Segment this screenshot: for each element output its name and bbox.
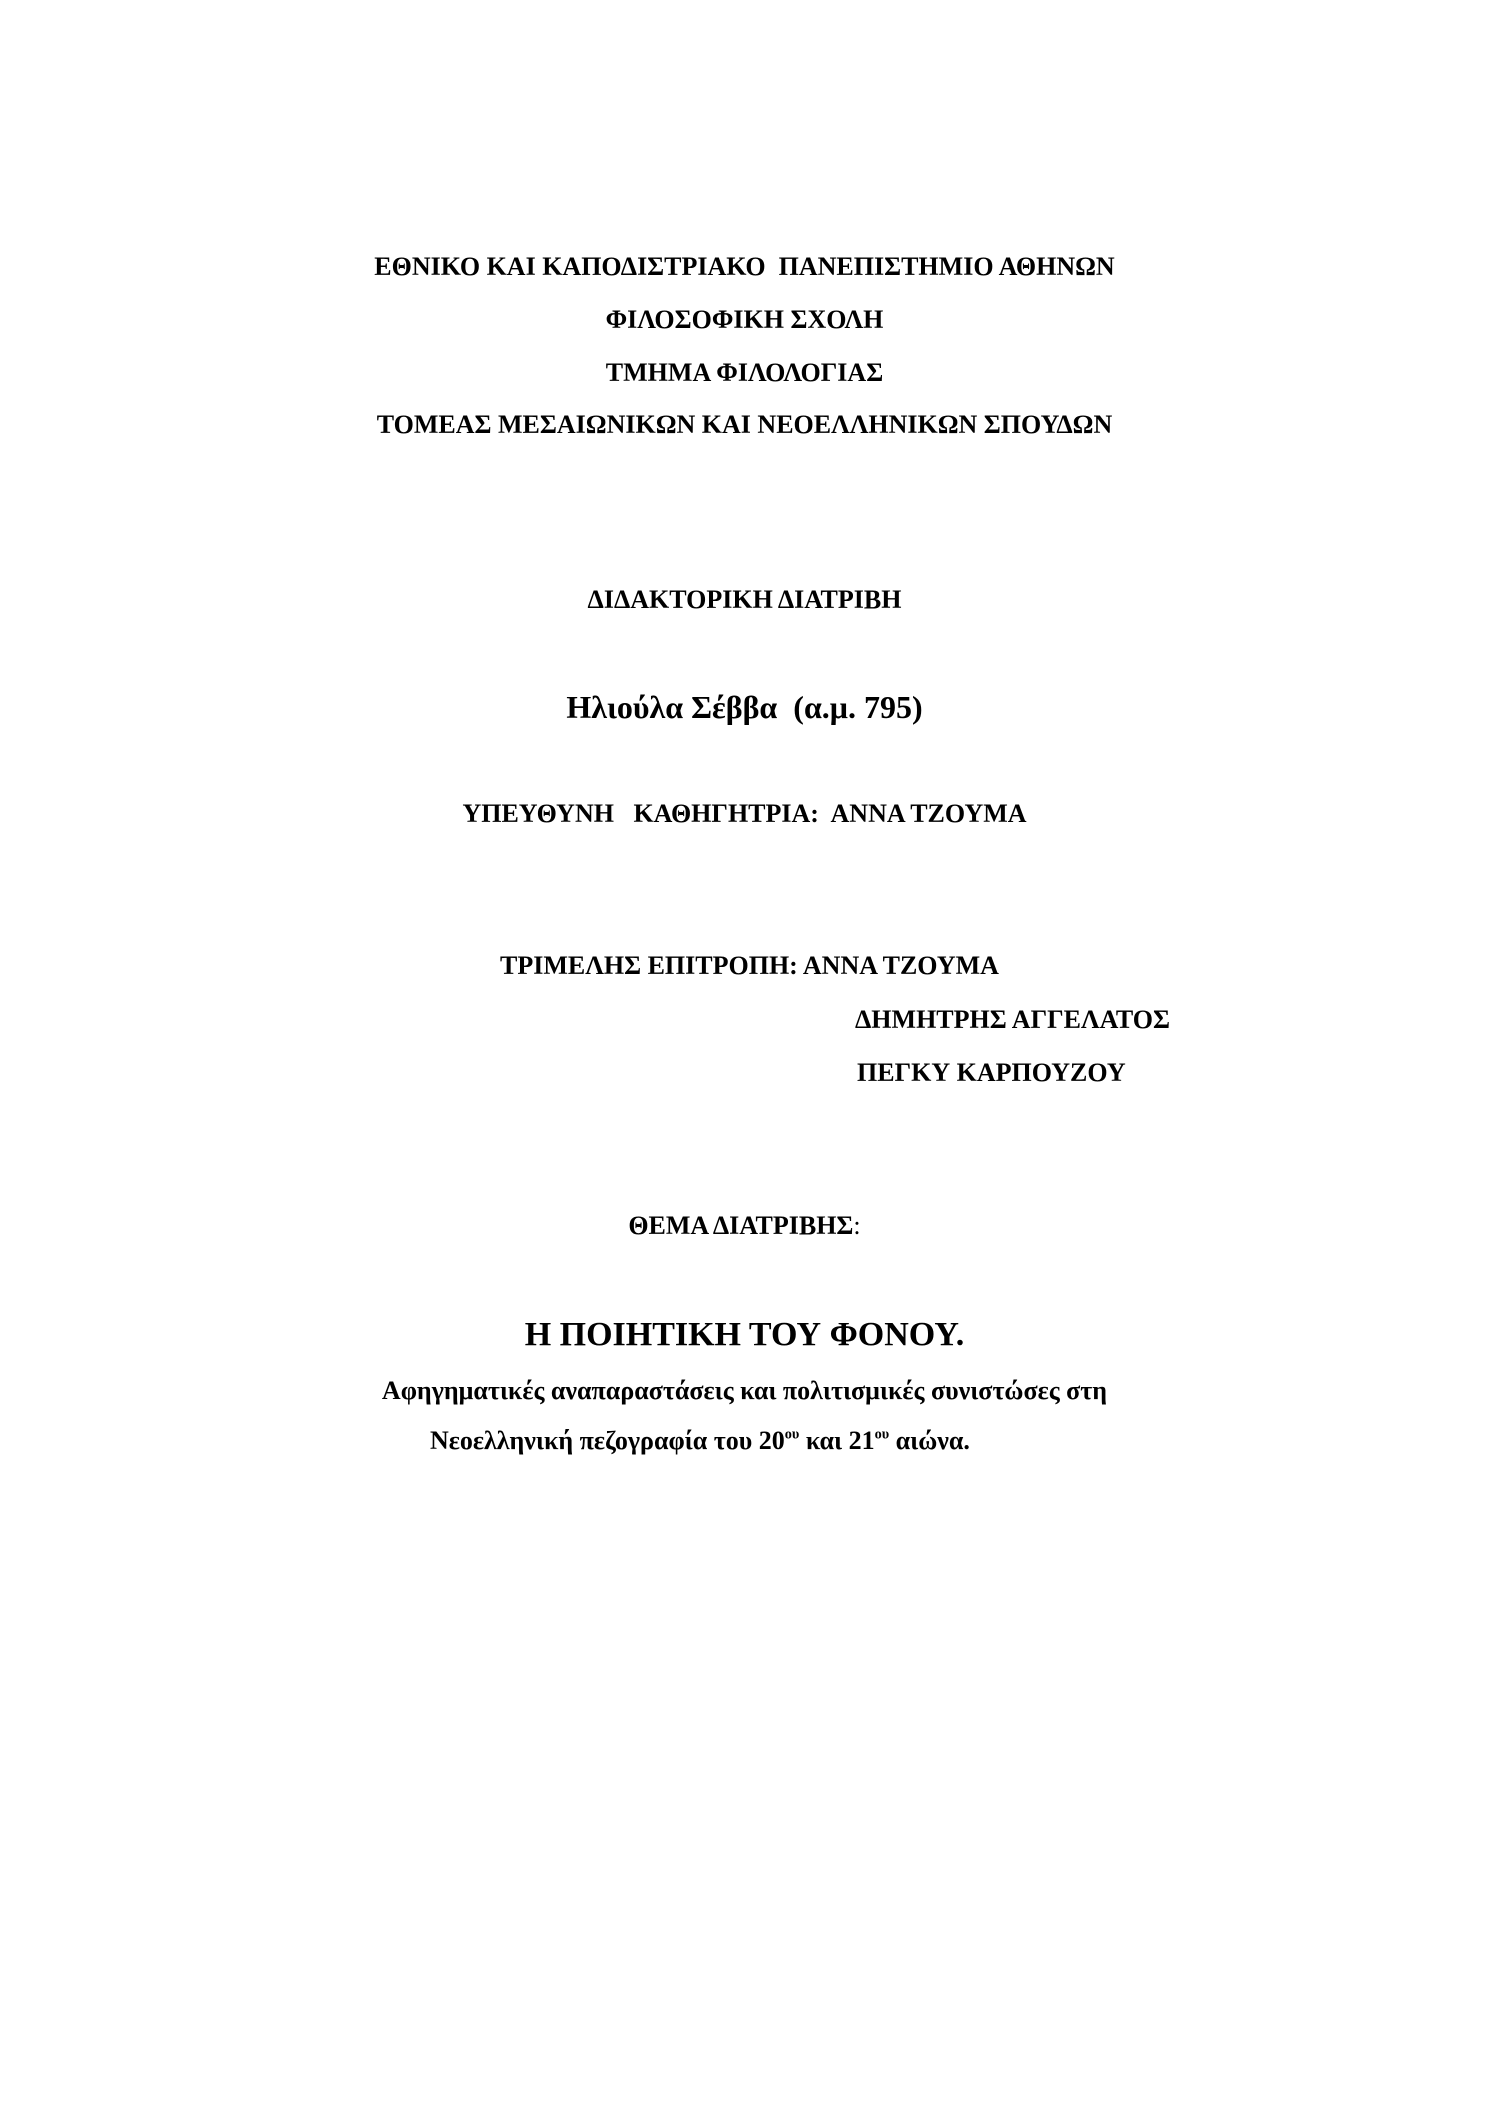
author-name: Ηλιούλα Σέββα (α.μ. 795) bbox=[566, 689, 923, 725]
supervisor-label: ΥΠΕΥΘΥΝΗ ΚΑΘΗΓΗΤΡΙΑ: bbox=[462, 799, 819, 828]
supervisor-line bbox=[0, 801, 1489, 827]
subtitle-text-part: αιώνα. bbox=[889, 1426, 970, 1455]
subtitle-text-part: Νεοελληνική πεζογραφία του 20 bbox=[430, 1426, 785, 1455]
committee-member-2: ΔΗΜΗΤΡΗΣ ΑΓΓΕΛΑΤΟΣ bbox=[855, 1005, 1170, 1034]
committee-member-3: ΠΕΓΚΥ ΚΑΡΠΟΥΖΟΥ bbox=[857, 1058, 1126, 1087]
committee-label: ΤΡΙΜΕΛΗΣ ΕΠΙΤΡΟΠΗ: bbox=[500, 951, 798, 980]
topic-colon: : bbox=[853, 1211, 861, 1240]
university-name: ΕΘΝΙΚΟ ΚΑΙ ΚΑΠΟΔΙΣΤΡΙΑΚΟ ΠΑΝΕΠΙΣΤΗΜΙΟ ΑΘΗΝΩΝ bbox=[374, 252, 1115, 281]
thesis-subtitle-line-1: Αφηγηματικές αναπαραστάσεις και πολιτισμικές συνιστώσες στη bbox=[381, 1376, 1108, 1405]
committee-member-1: ΑΝΝΑ ΤΖΟΥΜΑ bbox=[802, 951, 999, 980]
department-name: ΤΜΗΜΑ ΦΙΛΟΛΟΓΙΑΣ bbox=[605, 358, 884, 387]
committee-line bbox=[500, 953, 999, 979]
supervisor-name: ΑΝΝΑ ΤΖΟΥΜΑ bbox=[830, 799, 1027, 828]
topic-heading bbox=[0, 1213, 1489, 1239]
topic-label: ΘΕΜΑ ΔΙΑΤΡΙΒΗΣ bbox=[628, 1211, 854, 1240]
ordinal-superscript: ου bbox=[784, 1426, 800, 1443]
school-name: ΦΙΛΟΣΟΦΙΚΗ ΣΧΟΛΗ bbox=[605, 305, 884, 334]
sector-name: ΤΟΜΕΑΣ ΜΕΣΑΙΩΝΙΚΩΝ ΚΑΙ ΝΕΟΕΛΛΗΝΙΚΩΝ ΣΠΟΥΔΩΝ bbox=[376, 410, 1113, 439]
thesis-subtitle-line-2 bbox=[430, 1428, 970, 1454]
subtitle-text-part: και 21 bbox=[799, 1426, 875, 1455]
thesis-title: Η ΠΟΙΗΤΙΚΗ ΤΟΥ ΦΟΝΟΥ. bbox=[524, 1316, 965, 1353]
document-type: ΔΙΔΑΚΤΟΡΙΚΗ ΔΙΑΤΡΙΒΗ bbox=[587, 585, 902, 614]
ordinal-superscript: ου bbox=[874, 1426, 890, 1443]
